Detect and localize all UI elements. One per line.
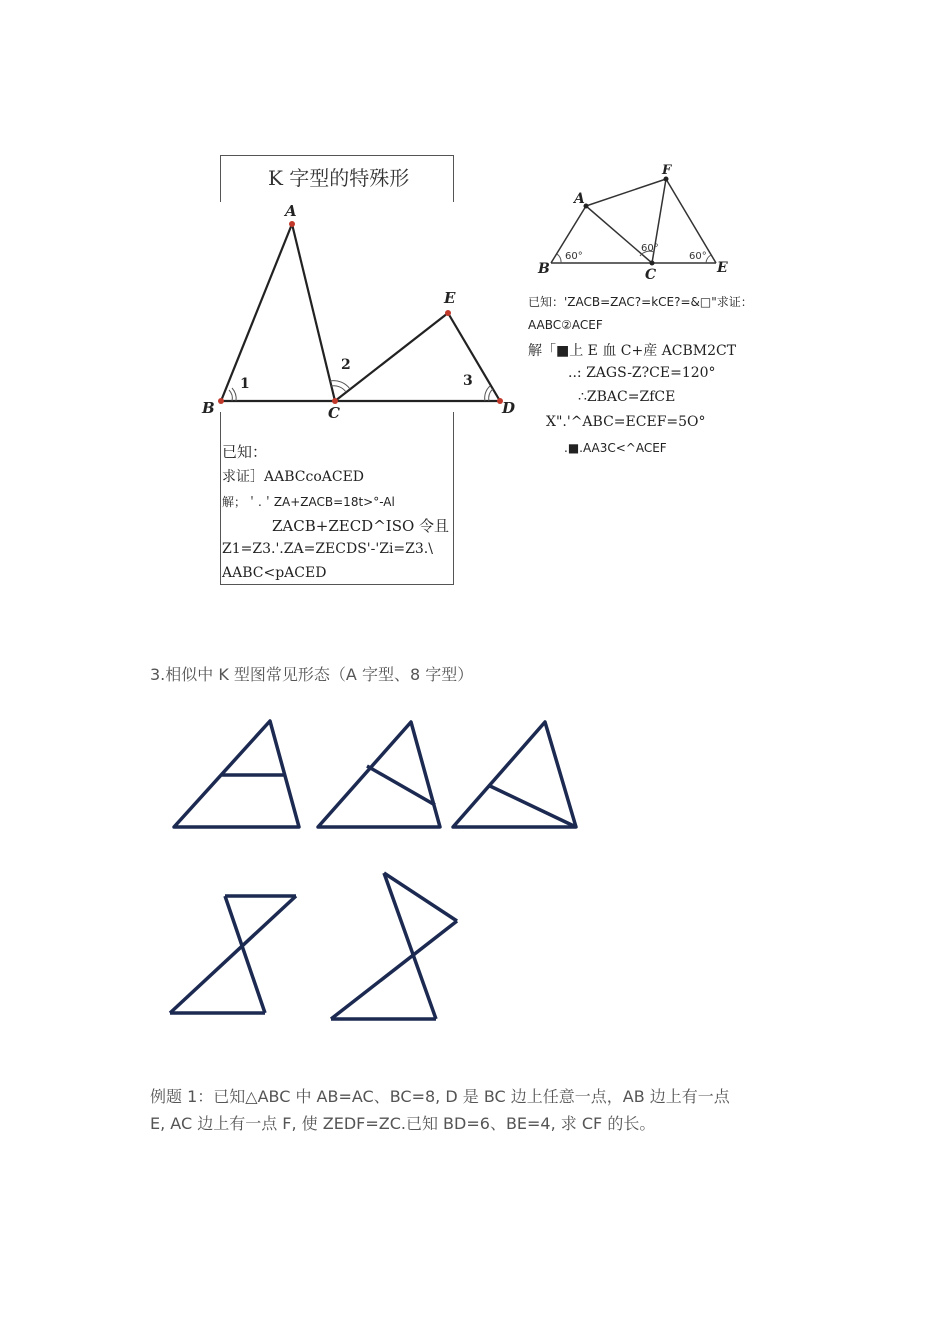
shape-a-oblique-2 (453, 722, 576, 827)
figure-k-conclusion: AABC<pACED (222, 565, 327, 581)
figure-60-step-2: ∴ZBAC=ZfCE (578, 389, 676, 405)
figure-60-solution: 解「■上 E 血 C+産 ACBM2CT (528, 343, 737, 359)
shape-8-parallel (170, 896, 296, 1013)
shape-8-oblique (331, 873, 457, 1019)
example-line-1: 例题 1：已知△ABC 中 AB=AC、BC=8, D 是 BC 边上任意一点，AB 边上有一点 (150, 1087, 730, 1106)
label-b: B (202, 399, 215, 417)
figure-60-prove: AABC②ACEF (528, 318, 603, 332)
label-b2: B (538, 261, 550, 277)
figure-60-step-1: ..: ZAGS-Z?CE=120° (568, 365, 716, 381)
figure-k-step-2: ZACB+ZECD^ISO 令且 (272, 517, 450, 535)
label-d: D (502, 399, 516, 417)
figure-k-solution: 解；＇.＇ZA+ZACB=18t>°-Al (222, 495, 395, 509)
shape-a-parallel (174, 721, 299, 827)
label-c2: C (645, 267, 657, 283)
angle-60-c: 60° (641, 243, 659, 254)
figure-60-given: 已知：'ZACB=ZAC?=kCE?=&□"求证： (528, 295, 753, 309)
angle-2-label: 2 (341, 357, 351, 373)
figure-60-step-3: X".'^ABC=ECEF=5O° (546, 414, 706, 430)
label-f: F (662, 163, 672, 178)
example-line-2: E, AC 边上有一点 F, 使 ZEDF=ZC.已知 BD=6、BE=4, 求 CF 的长。 (150, 1114, 656, 1133)
label-a: A (285, 202, 297, 220)
figure-k-heading: K 字型的特殊形 (268, 166, 410, 190)
section-3-title: 3.相似中 K 型图常见形态（A 字型、8 字型） (150, 665, 474, 684)
angle-60-e: 60° (689, 251, 707, 262)
label-c: C (328, 404, 340, 422)
label-e: E (444, 289, 456, 307)
angle-60-b: 60° (565, 251, 583, 262)
figure-k-step-3: Z1=Z3.'.ZA=ZECDS'-'Zi=Z3.\ (222, 541, 433, 557)
angle-3-label: 3 (463, 373, 473, 389)
angle-1-label: 1 (240, 376, 250, 392)
label-a2: A (574, 191, 585, 207)
label-e2: E (717, 260, 728, 276)
figure-60-conclusion: .■.AA3C<^ACEF (564, 441, 667, 455)
figure-k-prove: 求证］AABCcoACED (222, 469, 365, 485)
shape-a-oblique (318, 722, 440, 827)
figure-k-given: 已知： (222, 443, 268, 461)
